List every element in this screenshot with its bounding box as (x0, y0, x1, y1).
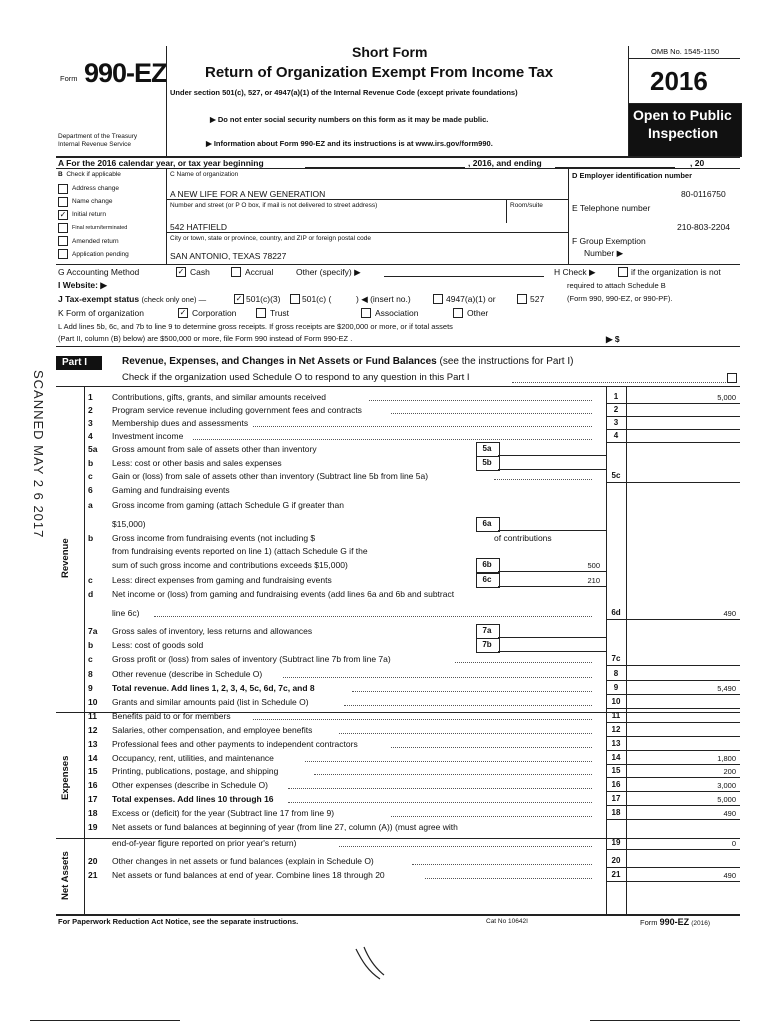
line-description: Other expenses (describe in Schedule O) (112, 780, 268, 790)
line-box-number: 17 (611, 794, 621, 803)
corporation-checkbox[interactable]: ✓ (179, 308, 187, 317)
line-description: Total revenue. Add lines 1, 2, 3, 4, 5c, 6d, 7c, and 8 (112, 683, 315, 693)
527-checkbox[interactable] (517, 294, 527, 304)
corporation-label: Corporation (192, 308, 237, 318)
part1-label: Part I (62, 357, 88, 368)
line-box-number: 18 (611, 808, 621, 817)
check-h-label: H Check ▶ (554, 267, 596, 277)
line-box-number: 2 (613, 405, 619, 414)
line-number: 16 (88, 780, 98, 790)
association-checkbox[interactable] (361, 308, 371, 318)
line-description: from fundraising events reported on line 1) (attach Schedule G if the (112, 546, 368, 556)
tax-exempt-row: J Tax-exempt status (check only one) — (58, 294, 207, 304)
line-number: 8 (88, 669, 93, 679)
501c-label: 501(c) ( (302, 294, 332, 304)
line-box-number: 10 (611, 697, 621, 706)
cash-label: Cash (190, 267, 210, 277)
line-box-number: 13 (611, 739, 621, 748)
line-amount[interactable]: 5,490 (717, 684, 736, 693)
form-of-org-label: K Form of organization (58, 308, 144, 318)
final-return-checkbox[interactable] (58, 223, 68, 233)
line-description: Program service revenue including government fees and contracts (112, 405, 362, 415)
schedule-b-text: if the organization is not (631, 267, 721, 277)
line-box-number: 21 (611, 870, 621, 879)
accrual-checkbox[interactable] (231, 267, 241, 277)
line-number: 13 (88, 739, 98, 749)
527-label: 527 (530, 294, 545, 304)
line-box-number: 1 (613, 392, 619, 401)
line-description: Net income or (loss) from gaming and fundraising events (add lines 6a and 6b and subtract (112, 589, 455, 599)
part1-title: Revenue, Expenses, and Changes in Net Assets or Fund Balances (see the instructions for Part I) (122, 356, 574, 367)
line-description: Other changes in net assets or fund balances (explain in Schedule O) (112, 856, 374, 866)
line-description: Gross sales of inventory, less returns and allowances (112, 626, 313, 636)
line-description: Contributions, gifts, grants, and similar amounts received (112, 392, 327, 402)
revenue-side-label: Revenue (60, 538, 71, 578)
line-amount[interactable]: 0 (731, 839, 736, 848)
trust-label: Trust (270, 308, 290, 318)
schedule-b-text3: (Form 990, 990-EZ, or 990-PF). (567, 294, 673, 303)
footer-form: Form 990-EZ (2016) (640, 917, 710, 927)
group-exemption-label: F Group Exemption (572, 236, 646, 246)
line-description: sum of such gross income and contributions exceeds $15,000) (112, 560, 348, 570)
other-org-label: Other (467, 308, 489, 318)
accounting-method-label: G Accounting Method (58, 267, 140, 277)
open-public: Open to Public (633, 107, 732, 123)
line-box-number: 7c (611, 654, 621, 663)
other-method-label: Other (specify) ▶ (296, 267, 361, 277)
row-a-label: A For the 2016 calendar year, or tax year beginning (58, 158, 264, 168)
trust-checkbox[interactable] (256, 308, 266, 318)
line-amount[interactable]: 5,000 (717, 393, 736, 402)
street-label: Number and street (or P O box, if mail is not delivered to street address) (170, 202, 378, 209)
other-org-checkbox[interactable] (453, 308, 463, 318)
accrual-label: Accrual (245, 267, 274, 277)
cat-number: Cat No 10642I (486, 918, 528, 925)
line-description: Printing, publications, postage, and shipping (112, 766, 279, 776)
handwritten-mark (350, 945, 390, 985)
gross-receipts-line1: L Add lines 5b, 6c, and 7b to line 9 to determine gross receipts. If gross receipts are $200,000 or more, or if total assets (58, 322, 453, 331)
schedule-b-checkbox[interactable] (618, 267, 628, 277)
under-section: Under section 501(c), 527, or 4947(a)(1) of the Internal Revenue Code (except private foundations) (170, 88, 518, 97)
line-box-number: 11 (611, 711, 621, 720)
line-number: 14 (88, 753, 98, 763)
line-number: 21 (88, 870, 98, 880)
inner-box-number: 6c (482, 575, 492, 584)
initial-return-checkbox[interactable]: ✓ (59, 210, 67, 219)
inner-box-number: 6b (482, 560, 492, 569)
line-number: 11 (88, 711, 97, 721)
line-description: Gross amount from sale of assets other than inventory (112, 444, 317, 454)
line-amount[interactable]: 200 (723, 767, 736, 776)
line-box-number: 12 (611, 725, 621, 734)
address-change-label: Address change (72, 185, 119, 192)
application-pending-checkbox[interactable] (58, 249, 68, 259)
line-box-number: 3 (613, 418, 619, 427)
website-label: I Website: ▶ (58, 280, 107, 290)
gross-receipts-arrow: ▶ $ (606, 334, 620, 344)
line-description: Less: cost of goods sold (112, 640, 204, 650)
amended-return-checkbox[interactable] (58, 236, 68, 246)
line-amount[interactable]: 490 (723, 871, 736, 880)
line-number: 18 (88, 808, 98, 818)
line-number: 10 (88, 697, 98, 707)
line-amount[interactable]: 3,000 (717, 781, 736, 790)
inspection: Inspection (648, 125, 719, 141)
inner-amount[interactable]: 500 (587, 561, 600, 570)
paperwork-notice: For Paperwork Reduction Act Notice, see the separate instructions. (58, 917, 299, 926)
line-description: Investment income (112, 431, 184, 441)
line-description: Other revenue (describe in Schedule O) (112, 669, 263, 679)
501c-checkbox[interactable] (290, 294, 300, 304)
line-description: Net assets or fund balances at beginning of year (from line 27, column (A)) (must agree with (112, 822, 458, 832)
line-number: b (88, 640, 94, 650)
line-number: 15 (88, 766, 98, 776)
line-number: 6 (88, 485, 93, 495)
line-number: 5a (88, 444, 98, 454)
row-a-ending: , 2016, and ending (468, 158, 542, 168)
ein-label: D Employer identification number (572, 171, 693, 180)
line-number: 12 (88, 725, 98, 735)
line-description: Net assets or fund balances at end of year. Combine lines 18 through 20 (112, 870, 385, 880)
line-box-number: 20 (611, 856, 621, 865)
line-description: Benefits paid to or for members (112, 711, 231, 721)
street-address: 542 HATFIELD (170, 222, 228, 232)
form-prefix: Form (60, 74, 78, 83)
check-applicable-label: B Check if applicable (58, 171, 121, 178)
form-number: 990-EZ (84, 58, 167, 88)
city-state-zip: SAN ANTONIO, TEXAS 78227 (170, 251, 287, 261)
line-description: line 6c) (112, 608, 140, 618)
line-box-number: 16 (611, 780, 621, 789)
insert-no-label: ) ◀ (insert no.) (356, 294, 411, 304)
line-description: Professional fees and other payments to independent contractors (112, 739, 358, 749)
line-number: 4 (88, 431, 93, 441)
tax-year: 2016 (650, 66, 708, 96)
line-description: Membership dues and assessments (112, 418, 249, 428)
initial-return-label: Initial return (72, 211, 106, 218)
org-name-label: C Name of organization (170, 171, 239, 178)
line-number: 20 (88, 856, 98, 866)
line-description: Gross income from gaming (attach Schedule G if greater than (112, 500, 344, 510)
instruction-ssn: ▶ Do not enter social security numbers on this form as it may be made public. (210, 115, 489, 124)
line-description: Salaries, other compensation, and employee benefits (112, 725, 313, 735)
line-description: $15,000) (112, 519, 146, 529)
501c3-checkbox[interactable]: ✓ (235, 294, 243, 303)
line-box-number: 14 (611, 753, 621, 762)
instruction-info: ▶ Information about Form 990-EZ and its instructions is at www.irs.gov/form990. (206, 139, 493, 148)
line-number: b (88, 458, 94, 468)
line-number: 3 (88, 418, 93, 428)
net-assets-side-label: Net Assets (60, 851, 71, 900)
4947-checkbox[interactable] (433, 294, 443, 304)
line-box-number: 6d (611, 608, 621, 617)
schedule-o-checkbox[interactable] (727, 373, 737, 383)
title-short: Short Form (352, 44, 428, 60)
inner-box-number: 5a (482, 444, 492, 453)
address-change-checkbox[interactable] (58, 184, 68, 194)
row-a-20: , 20 (690, 158, 705, 168)
line-description: Gross income from fundraising events (not including $ (112, 533, 316, 543)
line-number: 7a (88, 626, 98, 636)
501c3-label: 501(c)(3) (246, 294, 281, 304)
ein-value: 80-0116750 (681, 189, 726, 199)
line-description: end-of-year figure reported on prior year's return) (112, 838, 297, 848)
schedule-b-text2: required to attach Schedule B (567, 281, 666, 290)
inner-amount[interactable]: 210 (587, 576, 600, 585)
line-description: Gain or (loss) from sale of assets other than inventory (Subtract line 5b from line 5a) (112, 471, 429, 481)
line-description: Occupancy, rent, utilities, and maintenance (112, 753, 274, 763)
final-return-label: Final return/terminated (72, 225, 128, 231)
line-number: c (88, 654, 93, 664)
scanned-stamp: SCANNED MAY 2 6 2017 (31, 370, 46, 539)
line-amount[interactable]: 490 (723, 609, 736, 618)
line-number: 2 (88, 405, 93, 415)
application-pending-label: Application pending (72, 251, 129, 258)
phone-value: 210-803-2204 (677, 222, 730, 232)
line-box-number: 5c (611, 471, 621, 480)
line-box-number: 9 (613, 683, 619, 692)
line-description: Total expenses. Add lines 10 through 16 (112, 794, 274, 804)
line-description: Less: cost or other basis and sales expenses (112, 458, 282, 468)
name-change-label: Name change (72, 198, 113, 205)
expenses-side-label: Expenses (60, 755, 71, 800)
cash-checkbox[interactable]: ✓ (177, 267, 185, 276)
inner-box-number: 7b (482, 640, 492, 649)
line-description: Excess or (deficit) for the year (Subtract line 17 from line 9) (112, 808, 335, 818)
line-box-number: 8 (613, 669, 619, 678)
line-number: a (88, 500, 93, 510)
amended-return-label: Amended return (72, 238, 119, 245)
line-number: c (88, 471, 93, 481)
line-description: Less: direct expenses from gaming and fundraising events (112, 575, 332, 585)
line-box-number: 4 (613, 431, 619, 440)
line-description: Gross profit or (loss) from sales of inventory (Subtract line 7b from line 7a) (112, 654, 391, 664)
line-number: b (88, 533, 94, 543)
omb-number: OMB No. 1545-1150 (651, 47, 720, 56)
association-label: Association (375, 308, 419, 318)
line-number: 1 (88, 392, 93, 402)
city-label: City or town, state or province, country, and ZIP or foreign postal code (170, 235, 371, 242)
org-name: A NEW LIFE FOR A NEW GENERATION (170, 189, 326, 199)
line-description: Grants and similar amounts paid (list in Schedule O) (112, 697, 309, 707)
line-amount[interactable]: 1,800 (717, 754, 736, 763)
group-exemption-number: Number ▶ (584, 248, 624, 258)
inner-box-number: 5b (482, 458, 492, 467)
line-box-number: 19 (611, 838, 621, 847)
inner-box-number: 6a (482, 519, 492, 528)
phone-label: E Telephone number (572, 203, 651, 213)
room-label: Room/suite (510, 202, 543, 209)
line-number: 19 (88, 822, 98, 832)
inner-box-number: 7a (482, 626, 492, 635)
line-amount[interactable]: 5,000 (717, 795, 736, 804)
schedule-o-check-text: Check if the organization used Schedule O to respond to any question in this Part I (122, 372, 470, 383)
line-number: d (88, 589, 94, 599)
irs-label: Internal Revenue Service (58, 141, 131, 148)
line-number: c (88, 575, 93, 585)
line-amount[interactable]: 490 (723, 809, 736, 818)
line-number: 9 (88, 683, 93, 693)
line-description-after: of contributions (494, 533, 552, 543)
title-main: Return of Organization Exempt From Income Tax (205, 64, 554, 81)
dept-treasury: Department of the Treasury (58, 133, 138, 140)
4947-label: 4947(a)(1) or (446, 294, 496, 304)
line-box-number: 15 (611, 766, 621, 775)
line-number: 17 (88, 794, 98, 804)
gross-receipts-line2: (Part II, column (B) below) are $500,000 or more, file Form 990 instead of Form 990-EZ . (58, 334, 353, 343)
line-description: Gaming and fundraising events (112, 485, 230, 495)
name-change-checkbox[interactable] (58, 197, 68, 207)
